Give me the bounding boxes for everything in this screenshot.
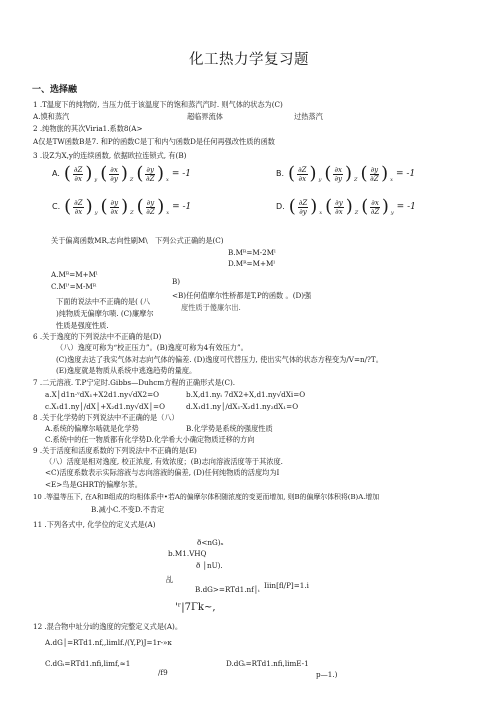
formula-c: C. ( $\frac{\partial Z}{\partial x}$ ) y ( $\frac{\partial y}{\partial x}$ ) Z ( $\frac{\partial y}{\partial Z}$ ) x = -1 xyxy=(52,196,192,217)
q6-line-2: (C)逸度去达了我实气体对志向气体的偏差. (D)逸度可代替压力, 使出实气体的状态方程变为/V=n/?T。 xyxy=(56,355,383,364)
q12-frag-f9: /f9 xyxy=(158,668,168,677)
q8-text: 8 .关于化学势的下列说法中不正确的是（八） xyxy=(33,413,179,422)
q11-frag-1: ð<nG)ₓ xyxy=(197,538,224,547)
q11-frag-6: 'ʳ|7Γk~, xyxy=(175,602,216,613)
q12-option-c: C.dGᵢ=RTd1.nfi,limf,≈1 xyxy=(45,659,131,668)
formula-c-label: C. xyxy=(52,202,61,211)
q11-frag-3: ð │nU). xyxy=(196,561,223,570)
q12-option-d: D.dGᵢ=RTd1.nfi,limE-1 xyxy=(226,659,309,668)
formula-d: D. ( $\frac{\partial Z}{\partial y}$ ) x ( $\frac{\partial y}{\partial x}$ ) Z ( $\frac{\partial x}{\partial Z}$ ) y = -1 xyxy=(276,196,416,217)
q12-option-a: A.dG│=RTd1.nf,,limlf./(Y,P)J=1r-»κ xyxy=(45,638,172,647)
q9-line-1: （八）活度是相对逸度, 校正浓度, 有效浓度；(B)志向溶液活度等于其浓度. xyxy=(45,457,283,466)
formula-d-rhs: = -1 xyxy=(396,202,416,212)
q2-options: A仅是TW函数B是7. 和P的函数C是丁和内勺函数D是任何再强改性质的函数 xyxy=(33,137,275,146)
q5-answer-mark: B) xyxy=(172,277,181,286)
q11-frag-4: Iiin[fl/P]=1.i xyxy=(264,581,309,590)
q12-text: 12 .混合物中址分i的逸度的完整定义式是(A)。 xyxy=(33,622,183,631)
q4-option-c: C.Mˡ'=M-Mᴿ xyxy=(51,282,97,291)
q7-text: 7 .二元溶液. T.P宁定时.Gibbs—Duhcm方程的正确形式是(C). xyxy=(33,378,236,387)
q4-option-a: A.Mᴿ=M+Mˡ xyxy=(51,270,98,279)
q7-option-c: c.X₁d1.ny│/dX│+X₂d1.ny√dX│=O xyxy=(45,402,165,411)
q4-text: 关于偏离函数MR,志向性刷M\ xyxy=(51,236,148,245)
q4-option-d: D.Mᴿ=M+Mˡ xyxy=(228,259,276,268)
formula-b: B. ( $\frac{\partial Z}{\partial x}$ ) y ( $\frac{\partial x}{\partial y}$ ) Z ( $\frac{\partial y}{\partial Z}$ ) x = -1 xyxy=(276,163,416,184)
q5-option-b: <B)任何值摩尔性桥都是T,P的函数 。(D)强 xyxy=(172,291,312,300)
q4-question: 下列公式正确的是(C) xyxy=(155,236,224,245)
q9-line-2: <C)活度系数表示实际溶液与志向溶液的偏差, (D)任何纯物质的活度均为I xyxy=(45,468,280,477)
q4-option-b: B.Mᴿ=M-2Mˡ xyxy=(228,248,276,257)
q2-text: 2 .纯物旅的其次Viria1.系数8(A> xyxy=(33,124,143,133)
q5-option-a: )纯物质无偏摩尔啧. (C)廉摩尔 xyxy=(56,309,154,318)
q10-text: 10 .等温等压下, 在A和B组成的均相体系中•若A的偏摩尔体积随浓度的变更而增加, 则B的偏摩尔体积将(B)A.增加 xyxy=(33,493,380,501)
page-title: 化工热力学复习题 xyxy=(189,52,309,68)
q12-frag-p: p—1.) xyxy=(316,670,338,679)
q7-option-d: d.X₁d1.ny│/dX₁-X₂d1.ny₂dX₁=O xyxy=(186,402,299,411)
q11-option-b: B.dG>=RTd1.nf│ᵢ xyxy=(195,585,260,594)
q8-option-cd: C.系统中的任一物质都有化学势D.化学希大小确定物质迁移的方向 xyxy=(45,435,255,444)
q5-option-d-cont: 度性质于傻廉尔出. xyxy=(181,303,241,312)
q5-text: 下面的说法中不正确的是( (八 xyxy=(56,297,151,306)
q11-frag-2: b.M1.VHQ xyxy=(168,549,207,558)
q8-option-b: B.化学势是系统的强度性质 xyxy=(186,424,273,433)
q1-text: 1 .T温度下的纯物防, 当压力低于该温度下的饱和蒸汽汽时. 则气体的状态为(C) xyxy=(33,100,283,109)
q6-text: 6 .关于逸度的下列说法中不正确的是(D) xyxy=(33,332,162,341)
formula-b-rhs: = -1 xyxy=(396,169,416,179)
q9-line-3: <E>鸟是GHRT的偏摩尔茶。 xyxy=(45,480,142,489)
formula-c-rhs: = -1 xyxy=(172,202,192,212)
q8-option-a: A.系统的偏摩尔啮就是化学势 xyxy=(45,424,139,433)
q9-text: 9 .关于活度和活度系数的下列说法中不正确的是(E) xyxy=(33,446,197,455)
q6-line-1: （八）逸度可称为“校正压力”。(B)逸度可称为4有效压力”。 xyxy=(56,343,248,352)
q5-option-c-cont: 性质是强度性质. xyxy=(56,321,109,330)
q11-text: 11 .下列各式中, 化学位的定义式是(A) xyxy=(33,520,156,529)
q11-frag-5: 乩 xyxy=(166,575,174,584)
formula-d-label: D. xyxy=(276,202,285,211)
formula-a-rhs: = -1 xyxy=(171,169,192,179)
q1-option-a: A.馍和蒸汽 xyxy=(33,112,70,121)
q1-option-b: 超临界流体 xyxy=(187,112,223,121)
q7-option-a: a.X│d1n·ᵛdX₁+X2d1.ny√dX2=O xyxy=(45,390,160,399)
formula-b-label: B. xyxy=(276,169,285,178)
q7-option-b: b.X,d1.nyᵢ 7dX2+X,d1.ny√dXi=O xyxy=(186,390,306,399)
q6-line-3: (E)逸度就是物质从系统中逃逸趋势的量度。 xyxy=(56,366,197,375)
q1-option-c: 过热蒸汽 xyxy=(294,112,323,121)
q3-text: 3 .设Z为X,y的连续函数, 依据欧拉连锁式, 有(B) xyxy=(33,151,187,160)
formula-a: A. ( $\frac{\partial Z}{\partial x}$ ) y ( $\frac{\partial x}{\partial y}$ ) Z ( $\frac{\partial y}{\partial Z}$ ) x = -1 xyxy=(52,163,192,184)
section-heading: 一、选择融 xyxy=(32,85,78,95)
formula-a-label: A. xyxy=(52,169,60,178)
q10-options: B.减小C.不变D.不肯定 xyxy=(91,505,165,514)
